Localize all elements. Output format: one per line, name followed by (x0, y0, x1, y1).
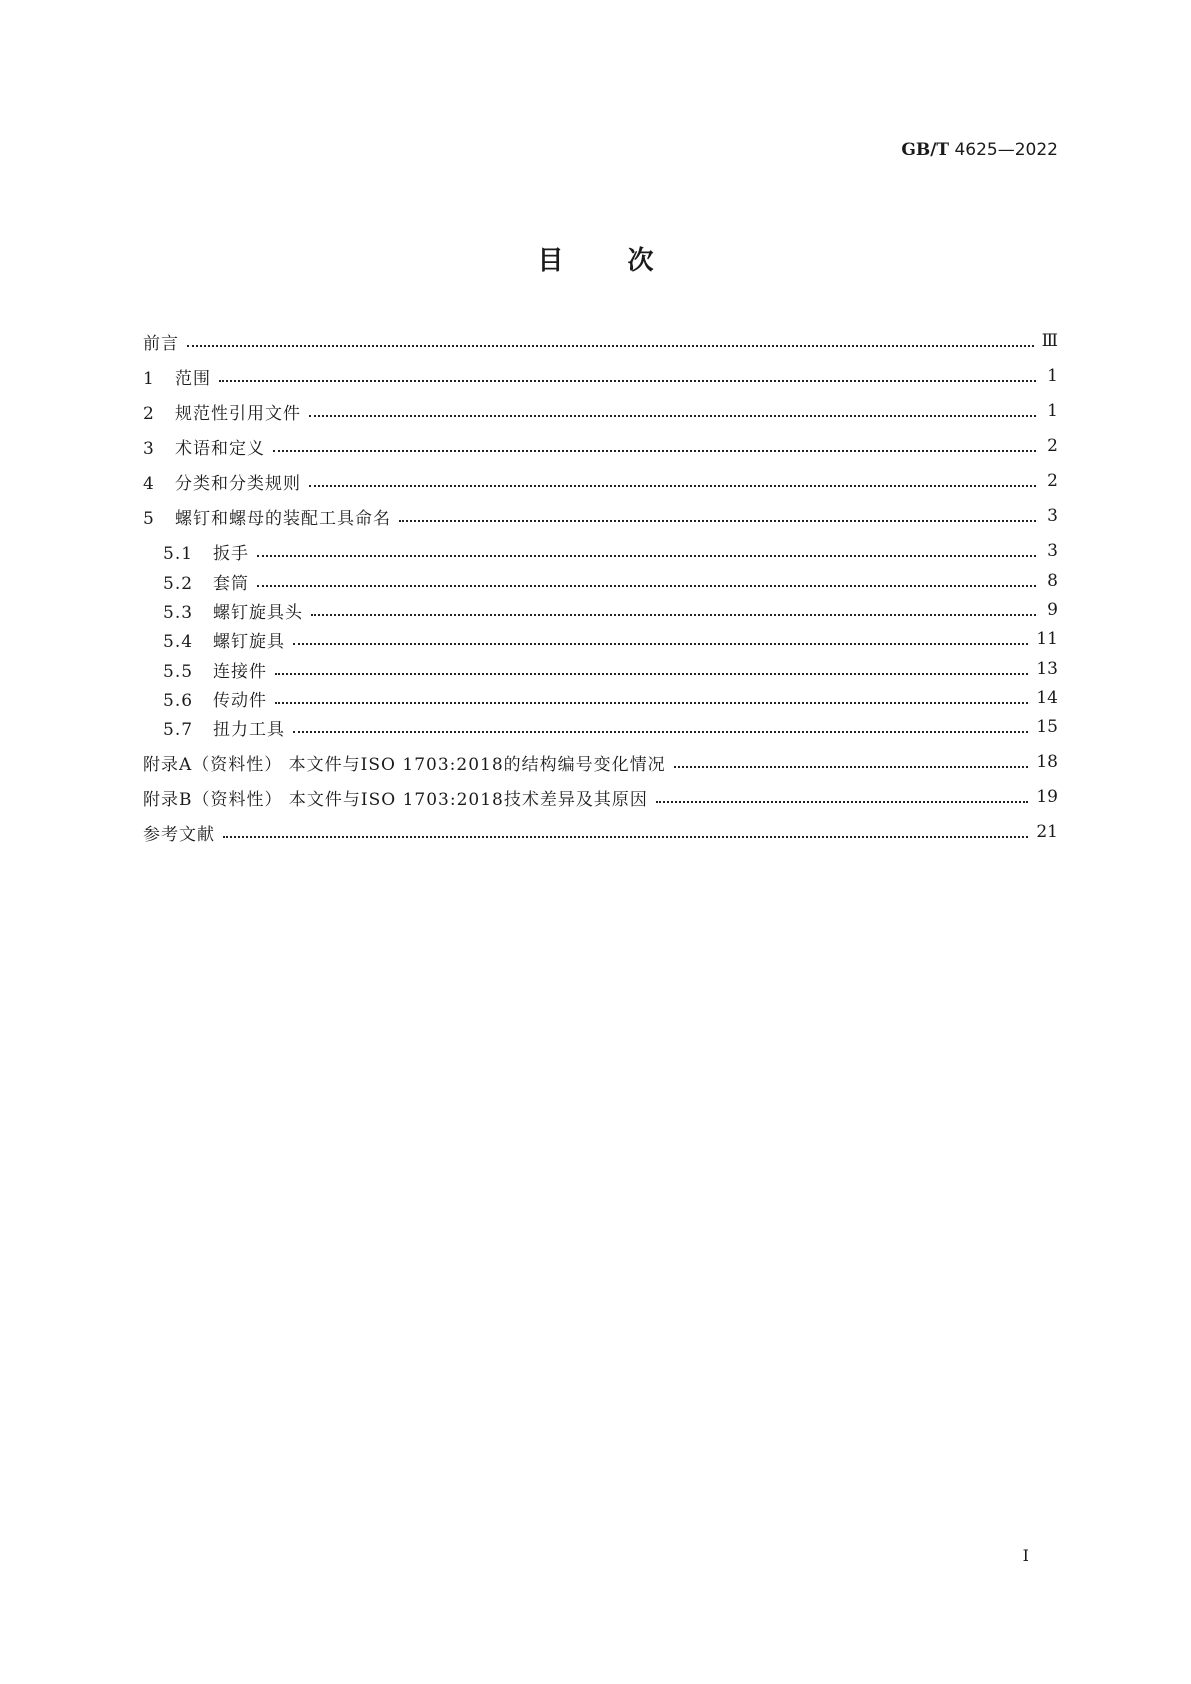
leader-dots (219, 380, 1036, 382)
leader-dots (311, 614, 1036, 616)
toc-entry-page: 1 (1047, 366, 1058, 386)
toc-entry-5-7[interactable] (163, 715, 1058, 739)
toc-entry-classification[interactable] (143, 469, 1058, 493)
toc-entry-label: 5.6 传动件 (163, 690, 267, 711)
toc-entry-label: 2 规范性引用文件 (143, 403, 301, 424)
toc-entry-page: 2 (1047, 436, 1058, 456)
toc-entry-page: Ⅲ (1041, 331, 1058, 351)
toc-entry-label: 4 分类和分类规则 (143, 473, 301, 494)
page-title (0, 240, 1191, 277)
toc-entry-5-1[interactable] (163, 539, 1058, 563)
toc-entry-page: 8 (1047, 571, 1058, 591)
toc-entry-page: 21 (1036, 822, 1058, 842)
leader-dots (656, 801, 1029, 803)
toc-entry-page: 11 (1036, 629, 1058, 649)
toc-entry-5-5[interactable] (163, 657, 1058, 681)
standard-code (901, 140, 1058, 160)
toc-entry-label: 附录B（资料性） 本文件与ISO 1703:2018技术差异及其原因 (143, 789, 648, 810)
toc-entry-5-6[interactable] (163, 686, 1058, 710)
toc-entry-scope[interactable] (143, 364, 1058, 388)
leader-dots (399, 520, 1036, 522)
toc-entry-label: 附录A（资料性） 本文件与ISO 1703:2018的结构编号变化情况 (143, 754, 666, 775)
standard-number: 4625—2022 (954, 140, 1058, 160)
toc-entry-page: 3 (1047, 506, 1058, 526)
toc-entry-page: 19 (1036, 787, 1058, 807)
toc-entry-5-3[interactable] (163, 598, 1058, 622)
toc-entry-label: 5.5 连接件 (163, 661, 267, 682)
toc-entry-label: 5.7 扭力工具 (163, 719, 285, 740)
toc-entry-naming[interactable] (143, 504, 1058, 528)
leader-dots (309, 415, 1036, 417)
toc-entry-page: 18 (1036, 752, 1058, 772)
toc-entry-5-4[interactable] (163, 627, 1058, 651)
toc-entry-label: 5.1 扳手 (163, 543, 249, 564)
leader-dots (293, 643, 1028, 645)
leader-dots (674, 766, 1029, 768)
toc-entry-label: 1 范围 (143, 368, 211, 389)
toc-entry-bibliography[interactable] (143, 820, 1058, 844)
title-char-1: 目 (537, 246, 564, 276)
leader-dots (309, 485, 1036, 487)
toc-entry-terms[interactable] (143, 434, 1058, 458)
title-char-2: 次 (627, 246, 654, 276)
toc-entry-normative-references[interactable] (143, 399, 1058, 423)
toc-entry-page: 15 (1036, 717, 1058, 737)
toc-entry-annex-a[interactable] (143, 750, 1058, 774)
toc-entry-label: 5.3 螺钉旋具头 (163, 602, 303, 623)
toc-entry-page: 13 (1036, 659, 1058, 679)
toc-entry-page: 14 (1036, 688, 1058, 708)
leader-dots (187, 345, 1034, 347)
toc-entry-page: 3 (1047, 541, 1058, 561)
leader-dots (275, 702, 1028, 704)
leader-dots (273, 450, 1036, 452)
toc-entry-label: 5.2 套筒 (163, 573, 249, 594)
toc-entry-label: 前言 (143, 333, 179, 354)
standard-prefix: GB/T (901, 140, 950, 160)
toc-entry-page: 1 (1047, 401, 1058, 421)
toc-entry-label: 参考文献 (143, 824, 215, 845)
toc-entry-page: 2 (1047, 471, 1058, 491)
toc-entry-label: 5.4 螺钉旋具 (163, 631, 285, 652)
leader-dots (293, 731, 1028, 733)
toc-entry-page: 9 (1047, 600, 1058, 620)
toc-entry-label: 5 螺钉和螺母的装配工具命名 (143, 508, 391, 529)
leader-dots (257, 555, 1036, 557)
leader-dots (223, 836, 1028, 838)
toc-entry-label: 3 术语和定义 (143, 438, 265, 459)
toc-entry-foreword[interactable] (143, 329, 1058, 353)
toc-entry-annex-b[interactable] (143, 785, 1058, 809)
page-number: I (1022, 1546, 1029, 1565)
leader-dots (257, 585, 1036, 587)
leader-dots (275, 673, 1028, 675)
toc-entry-5-2[interactable] (163, 569, 1058, 593)
